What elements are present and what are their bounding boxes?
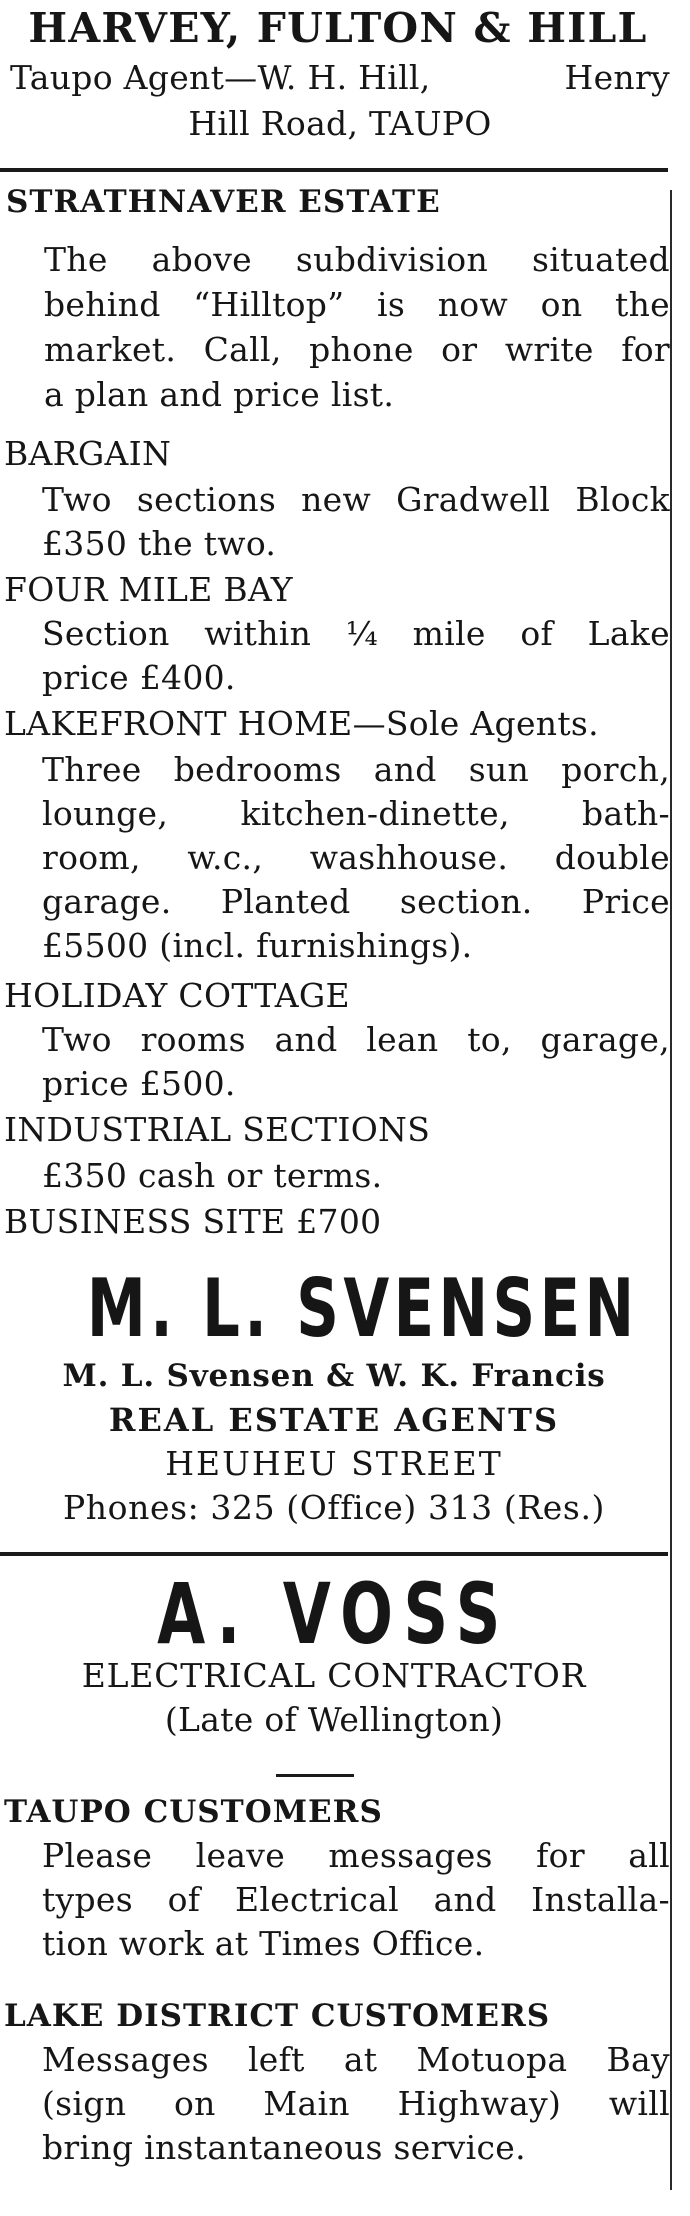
svensen-partners: M. L. Svensen & W. K. Francis [62,1358,606,1394]
holiday-cottage-label: HOLIDAY COTTAGE [4,976,350,1015]
bargain-label: BARGAIN [4,434,172,473]
word: Motuopa [416,2040,568,2079]
paragraph-line [44,330,670,370]
paragraph-line [44,285,670,325]
word: lounge, [42,794,169,833]
word: above [151,240,252,279]
paragraph-line [42,794,670,834]
paragraph-line [42,838,670,878]
word: bedrooms [173,750,342,789]
four-mile-bay-label: FOUR MILE BAY [4,570,293,609]
word: left [247,2040,305,2079]
word: mile [412,614,486,653]
word: the [615,285,670,324]
word: Electrical [234,1880,399,1919]
paragraph-line [44,240,670,280]
agent-line-2: Hill Road, TAUPO [188,104,492,143]
word: types [42,1880,133,1919]
paragraph-line [42,658,236,698]
paragraph-line [44,375,394,415]
word: section. [399,882,533,921]
word: Two [42,1020,112,1059]
word: now [437,285,509,324]
paragraph-line [42,1156,382,1196]
word: phone [309,330,414,369]
word: Two [42,480,112,519]
word: to, [467,1020,512,1059]
harvey-fulton-hill-title: HARVEY, FULTON & HILL [28,4,648,52]
section-divider [0,168,668,172]
word: for [621,330,670,369]
word: subdivision [295,240,489,279]
paragraph-line [42,614,670,654]
word: £5500 (incl. furnishings). [42,926,473,965]
short-rule [276,1774,354,1777]
word: messages [328,1836,493,1875]
word: and [373,750,437,789]
word: all [628,1836,670,1875]
paragraph-line [42,524,276,564]
word: Gradwell [396,480,551,519]
word: £350 cash or terms. [42,1156,383,1195]
paragraph-line [42,882,670,922]
word: kitchen-dinette, [240,794,510,833]
word: Please [42,1836,153,1875]
word: Price [581,882,670,921]
word: “Hilltop” [193,285,345,324]
word: on [173,2084,216,2123]
word: lean [366,1020,439,1059]
paragraph-line [42,1924,484,1964]
paragraph-line [42,926,472,966]
word: at [343,2040,378,2079]
word: on [540,285,583,324]
word: leave [195,1836,286,1875]
word: Planted [220,882,351,921]
word: Call, [203,330,282,369]
paragraph-line [42,2040,670,2080]
industrial-sections-label: INDUSTRIAL SECTIONS [4,1110,431,1149]
word: price £400. [42,658,236,697]
word: ¼ [345,614,379,653]
paragraph-line [42,1880,670,1920]
paragraph-line [42,1064,236,1104]
paragraph-line [42,1836,670,1876]
word: Lake [587,614,670,653]
lakefront-label: LAKEFRONT HOME—Sole Agents. [4,704,599,743]
word: Bay [606,2040,670,2079]
word: sun [468,750,530,789]
voss-trade: ELECTRICAL CONTRACTOR [81,1656,587,1695]
section-divider [0,1552,668,1556]
word: bring instantaneous service. [42,2128,526,2167]
word: for [536,1836,585,1875]
word: and [274,1020,338,1059]
voss-origin: (Late of Wellington) [164,1700,504,1739]
word: w.c., [187,838,264,877]
word: will [608,2084,670,2123]
word: situated [531,240,670,279]
word: tion work at Times Office. [42,1924,485,1963]
word: garage, [540,1020,670,1059]
agent-line-1: Taupo Agent—W. H. Hill, Henry [10,58,670,97]
business-site-label: BUSINESS SITE £700 [4,1202,382,1241]
voss-name: A. VOSS [157,1565,511,1663]
svensen-name: M. L. SVENSEN [86,1262,639,1355]
word: Installa- [531,1880,670,1919]
word: (sign [42,2084,127,2123]
svensen-street: HEUHEU STREET [165,1444,503,1483]
word: new [301,480,372,519]
column-rule [670,190,672,2190]
word: Section [42,614,170,653]
word: is [377,285,406,324]
word: The [44,240,108,279]
word: double [554,838,670,877]
word: within [204,614,312,653]
word: or [441,330,478,369]
word: and [433,1880,497,1919]
word: market. [44,330,177,369]
word: garage. [42,882,172,921]
word: bath- [582,794,670,833]
word: Block [575,480,670,519]
svensen-phones: Phones: 325 (Office) 313 (Res.) [62,1488,606,1527]
word: washhouse. [309,838,509,877]
paragraph-line [42,480,670,520]
word: Messages [42,2040,209,2079]
paragraph-line [42,1020,670,1060]
word: Three [42,750,142,789]
strathnaver-heading: STRATHNAVER ESTATE [6,184,441,220]
word: porch, [561,750,670,789]
word: sections [136,480,277,519]
word: Highway) [397,2084,562,2123]
word: a plan and price list. [44,375,395,414]
taupo-customers-heading: TAUPO CUSTOMERS [4,1794,383,1830]
paragraph-line [42,2084,670,2124]
word: £350 the two. [42,524,277,563]
paragraph-line [42,750,670,790]
word: rooms [140,1020,246,1059]
paragraph-line [42,2128,526,2168]
word: of [167,1880,201,1919]
word: behind [44,285,161,324]
word: of [520,614,554,653]
word: Main [263,2084,350,2123]
svensen-role: REAL ESTATE AGENTS [108,1401,560,1439]
word: room, [42,838,141,877]
lake-district-heading: LAKE DISTRICT CUSTOMERS [4,1998,551,2034]
word: price £500. [42,1064,236,1103]
word: write [504,330,594,369]
